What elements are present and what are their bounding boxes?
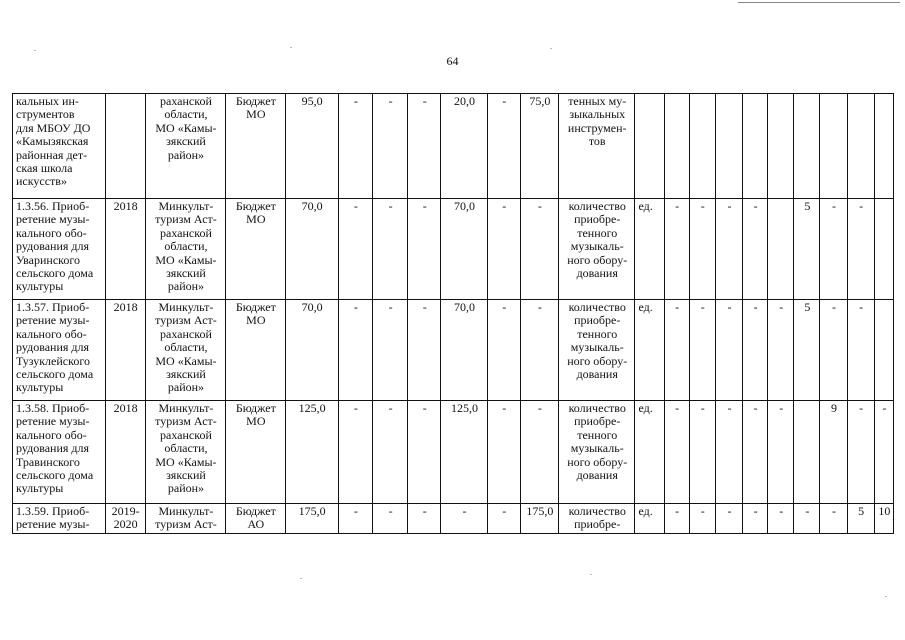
indicator-cell: количество приобре- тенного музыкаль- ного обору- дования bbox=[559, 199, 635, 300]
funding-source-cell: Бюджет АО bbox=[226, 504, 285, 534]
unit-cell: ед. bbox=[635, 300, 664, 401]
target-value-cell bbox=[743, 94, 768, 199]
target-value-cell bbox=[874, 199, 893, 300]
total-amount-cell: 125,0 bbox=[285, 401, 338, 504]
executor-cell: Минкульт- туризм Аст- раханской области, МО «Камы- зякский район» bbox=[145, 300, 225, 401]
activity-name-cell: кальных ин- струментов для МБОУ ДО «Камызякская районная дет- ская школа искусств» bbox=[13, 94, 106, 199]
target-value-cell bbox=[689, 94, 715, 199]
total-amount-cell: 95,0 bbox=[285, 94, 338, 199]
target-value-cell: - bbox=[715, 199, 742, 300]
table-row bbox=[13, 401, 894, 504]
amount-cell: 75,0 bbox=[520, 94, 558, 199]
amount-cell: - bbox=[487, 504, 520, 534]
target-value-cell: - bbox=[664, 504, 689, 534]
target-value-cell: - bbox=[847, 401, 874, 504]
target-value-cell: - bbox=[715, 300, 742, 401]
funding-source-cell: Бюджет МО bbox=[226, 199, 285, 300]
target-value-cell: - bbox=[743, 401, 768, 504]
target-value-cell: - bbox=[768, 300, 794, 401]
year-cell: 2018 bbox=[105, 401, 145, 504]
activity-name-cell: 1.3.56. Приоб- ретение музы- кального обо- рудования для Уваринского сельского дома культуры bbox=[13, 199, 106, 300]
target-value-cell: - bbox=[768, 504, 794, 534]
target-value-cell: 5 bbox=[794, 300, 820, 401]
amount-cell: - bbox=[373, 94, 408, 199]
total-amount-cell: 175,0 bbox=[285, 504, 338, 534]
target-value-cell bbox=[874, 300, 893, 401]
executor-cell: раханской области, МО «Камы- зякский район» bbox=[145, 94, 225, 199]
target-value-cell: - bbox=[874, 401, 893, 504]
program-activities-table bbox=[12, 93, 894, 534]
amount-cell: - bbox=[373, 300, 408, 401]
amount-cell: - bbox=[338, 199, 372, 300]
target-value-cell: - bbox=[743, 504, 768, 534]
amount-cell: 175,0 bbox=[520, 504, 558, 534]
scan-edge-line bbox=[738, 2, 900, 3]
target-value-cell: - bbox=[689, 300, 715, 401]
target-value-cell bbox=[664, 94, 689, 199]
table-row bbox=[13, 504, 894, 534]
target-value-cell bbox=[768, 199, 794, 300]
target-value-cell bbox=[820, 94, 847, 199]
indicator-cell: количество приобре- bbox=[559, 504, 635, 534]
amount-cell: - bbox=[441, 504, 487, 534]
amount-cell: - bbox=[373, 199, 408, 300]
target-value-cell: - bbox=[689, 504, 715, 534]
target-value-cell: - bbox=[664, 401, 689, 504]
target-value-cell bbox=[847, 94, 874, 199]
amount-cell: - bbox=[338, 300, 372, 401]
scan-speck bbox=[590, 574, 592, 575]
amount-cell: - bbox=[408, 199, 441, 300]
table-row bbox=[13, 199, 894, 300]
target-value-cell: - bbox=[847, 199, 874, 300]
executor-cell: Минкульт- туризм Аст- раханской области, МО «Камы- зякский район» bbox=[145, 199, 225, 300]
target-value-cell bbox=[715, 94, 742, 199]
target-value-cell: - bbox=[715, 401, 742, 504]
executor-cell: Минкульт- туризм Аст- bbox=[145, 504, 225, 534]
page-number: 64 bbox=[446, 54, 459, 68]
target-value-cell bbox=[874, 94, 893, 199]
target-value-cell: - bbox=[689, 199, 715, 300]
executor-cell: Минкульт- туризм Аст- раханской области, МО «Камы- зякский район» bbox=[145, 401, 225, 504]
activity-name-cell: 1.3.57. Приоб- ретение музы- кального обо- рудования для Тузуклейского сельского дома культуры bbox=[13, 300, 106, 401]
unit-cell: ед. bbox=[635, 199, 664, 300]
amount-cell: 70,0 bbox=[441, 199, 487, 300]
scan-speck bbox=[885, 596, 887, 597]
target-value-cell: - bbox=[820, 504, 847, 534]
funding-source-cell: Бюджет МО bbox=[226, 94, 285, 199]
amount-cell: - bbox=[408, 504, 441, 534]
target-value-cell bbox=[768, 94, 794, 199]
amount-cell: - bbox=[487, 199, 520, 300]
target-value-cell: 5 bbox=[847, 504, 874, 534]
amount-cell: - bbox=[373, 504, 408, 534]
year-cell: 2019- 2020 bbox=[105, 504, 145, 534]
year-cell: 2018 bbox=[105, 199, 145, 300]
target-value-cell: 5 bbox=[794, 199, 820, 300]
target-value-cell: - bbox=[847, 300, 874, 401]
indicator-cell: тенных му- зыкальных инструмен- тов bbox=[559, 94, 635, 199]
target-value-cell: - bbox=[664, 199, 689, 300]
target-value-cell: - bbox=[689, 401, 715, 504]
amount-cell: - bbox=[408, 94, 441, 199]
amount-cell: - bbox=[487, 94, 520, 199]
activity-name-cell: 1.3.59. Приоб- ретение музы- bbox=[13, 504, 106, 534]
amount-cell: - bbox=[408, 401, 441, 504]
target-value-cell bbox=[794, 401, 820, 504]
target-value-cell: - bbox=[820, 199, 847, 300]
target-value-cell: - bbox=[794, 504, 820, 534]
target-value-cell: - bbox=[820, 300, 847, 401]
amount-cell: 125,0 bbox=[441, 401, 487, 504]
amount-cell: 20,0 bbox=[441, 94, 487, 199]
funding-source-cell: Бюджет МО bbox=[226, 401, 285, 504]
amount-cell: - bbox=[338, 401, 372, 504]
funding-source-cell: Бюджет МО bbox=[226, 300, 285, 401]
target-value-cell: - bbox=[664, 300, 689, 401]
target-value-cell: - bbox=[768, 401, 794, 504]
target-value-cell: - bbox=[715, 504, 742, 534]
table-row bbox=[13, 300, 894, 401]
total-amount-cell: 70,0 bbox=[285, 199, 338, 300]
target-value-cell: - bbox=[743, 300, 768, 401]
amount-cell: - bbox=[520, 401, 558, 504]
total-amount-cell: 70,0 bbox=[285, 300, 338, 401]
amount-cell: - bbox=[338, 504, 372, 534]
indicator-cell: количество приобре- тенного музыкаль- ного обору- дования bbox=[559, 401, 635, 504]
amount-cell: - bbox=[338, 94, 372, 199]
table-row bbox=[13, 94, 894, 199]
target-value-cell: 9 bbox=[820, 401, 847, 504]
unit-cell: ед. bbox=[635, 504, 664, 534]
target-value-cell: 10 bbox=[874, 504, 893, 534]
indicator-cell: количество приобре- тенного музыкаль- ного обору- дования bbox=[559, 300, 635, 401]
amount-cell: - bbox=[520, 300, 558, 401]
amount-cell: - bbox=[520, 199, 558, 300]
target-value-cell: - bbox=[743, 199, 768, 300]
amount-cell: 70,0 bbox=[441, 300, 487, 401]
unit-cell bbox=[635, 94, 664, 199]
scan-speck bbox=[300, 578, 302, 579]
amount-cell: - bbox=[487, 401, 520, 504]
year-cell bbox=[105, 94, 145, 199]
amount-cell: - bbox=[408, 300, 441, 401]
amount-cell: - bbox=[373, 401, 408, 504]
amount-cell: - bbox=[487, 300, 520, 401]
scan-speck bbox=[34, 50, 36, 51]
unit-cell: ед. bbox=[635, 401, 664, 504]
year-cell: 2018 bbox=[105, 300, 145, 401]
target-value-cell bbox=[794, 94, 820, 199]
activity-name-cell: 1.3.58. Приоб- ретение музы- кального обо- рудования для Травинского сельского дома культуры bbox=[13, 401, 106, 504]
scan-speck bbox=[550, 48, 552, 49]
scan-speck bbox=[290, 47, 292, 48]
